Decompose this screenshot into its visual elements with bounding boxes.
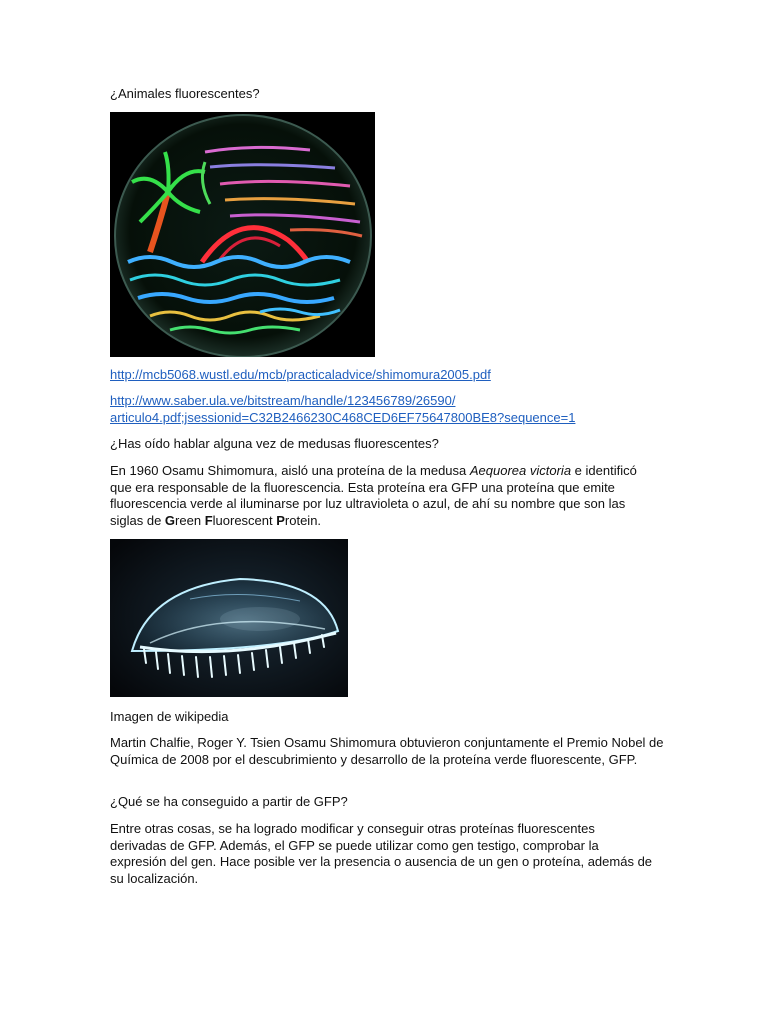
reference-link-1-paragraph (110, 367, 670, 384)
gfp-f-rest: luorescent (212, 512, 277, 528)
species-name: Aequorea victoria (469, 463, 572, 478)
p1-text-b: e identificó que era responsable de la fluorescencia. Esta proteína era GFP una proteína que emite fluorescencia verde al iluminarse por luz ultravioleta o azul, de ahí su nombre que son las siglas de (110, 463, 637, 528)
aequorea-jellyfish-image (110, 539, 348, 697)
saber-ula-link[interactable] (110, 393, 575, 425)
p1-text-a: En 1960 Osamu Shimomura, aisló una proteína de la medusa (110, 463, 470, 478)
gfp-p-rest: rotein. (284, 512, 322, 528)
shimomura-pdf-link[interactable]: http://mcb5068.wustl.edu/mcb/practicaladvice/shimomura2005.pdf (110, 367, 491, 382)
question-2: ¿Qué se ha conseguido a partir de GFP? (110, 794, 348, 809)
paragraph-applications: Entre otras cosas, se ha logrado modificar y conseguir otras proteínas fluorescentes derivadas de GFP. Además, el GFP se puede utilizar como gen testigo, comprobar la expresión del gen. Hace posible ver la presencia o ausencia de un gen o proteína, además de su localización. (110, 821, 653, 886)
paragraph-nobel: Martin Chalfie, Roger Y. Tsien Osamu Shimomura obtuvieron conjuntamente el Premio Nobel de Química de 2008 por el descubrimiento y desarrollo de la proteína verde fluorescente, GFP. (110, 735, 664, 767)
paragraph-shimomura (110, 463, 662, 529)
reference-link-2-paragraph (110, 393, 670, 426)
image-caption: Imagen de wikipedia (110, 709, 229, 724)
question-1: ¿Has oído hablar alguna vez de medusas fluorescentes? (110, 436, 439, 451)
gfp-g: G (164, 512, 176, 528)
fluorescent-bacteria-petri-dish-image (110, 112, 375, 357)
doc-title: ¿Animales fluorescentes? (110, 86, 260, 101)
saber-ula-link-line2: articulo4.pdf;jsessionid=C32B2466230C468CED6EF75647800BE8?sequence=1 (110, 409, 576, 425)
gfp-f: F (204, 512, 213, 528)
saber-ula-link-line1: http://www.saber.ula.ve/bitstream/handle/123456789/26590/ (110, 393, 456, 408)
gfp-p: P (276, 512, 285, 528)
gfp-g-rest: reen (175, 512, 205, 528)
